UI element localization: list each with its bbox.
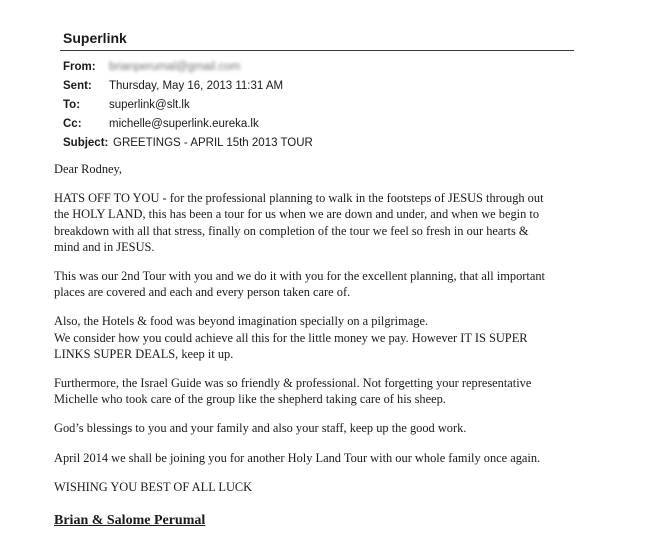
to-label: To: [63, 99, 81, 111]
paragraph-line: Furthermore, the Israel Guide was so friendly & professional. Not forgetting your representative [54, 376, 532, 391]
cc-value: michelle@superlink.eureka.lk [109, 118, 259, 130]
paragraph-line: We consider how you could achieve all this for the little money we pay. However IT IS SUPER [54, 330, 528, 345]
paragraph-line: LINKS SUPER DEALS, keep it up. [54, 346, 234, 361]
email-body [54, 161, 624, 529]
paragraph-line: Also, the Hotels & food was beyond imagination specially on a pilgrimage. [54, 314, 429, 329]
organization-name: Superlink [63, 30, 127, 46]
signature: Brian & Salome Perumal [54, 513, 206, 529]
paragraph-blessings [54, 420, 624, 436]
paragraph-line: HATS OFF TO YOU - for the professional planning to walk in the footsteps of JESUS through out [54, 191, 544, 206]
from-row [63, 58, 313, 77]
cc-label: Cc: [63, 118, 82, 130]
sent-label: Sent: [63, 80, 92, 92]
to-row [63, 96, 313, 115]
cc-row [63, 115, 313, 134]
paragraph-line: breakdown with all that stress, finally on completion of the tour we feel so fresh in our hearts & [54, 223, 529, 238]
paragraph-hotels [54, 313, 624, 362]
paragraph-line: God’s blessings to you and your family and also your staff, keep up the good work. [54, 421, 467, 436]
email-header [63, 58, 313, 153]
to-value: superlink@slt.lk [109, 99, 190, 111]
from-label: From: [63, 61, 96, 73]
subject-value: GREETINGS - APRIL 15th 2013 TOUR [113, 137, 313, 149]
paragraph-next-tour [54, 450, 624, 466]
paragraph-line: the HOLY LAND, this has been a tour for us when we are down and under, and when we begin to [54, 207, 540, 222]
subject-row [63, 134, 313, 153]
paragraph-guide [54, 375, 624, 407]
paragraph-second-tour [54, 268, 624, 300]
paragraph-line: April 2014 we shall be joining you for another Holy Land Tour with our whole family once again. [54, 450, 541, 465]
greeting: Dear Rodney, [54, 162, 123, 176]
from-value: brianperumal@gmail.com [109, 61, 241, 73]
paragraph-line: WISHING YOU BEST OF ALL LUCK [54, 479, 253, 494]
paragraph-line: Michelle who took care of the group like the shepherd taking care of his sheep. [54, 392, 446, 407]
header-divider [60, 50, 574, 51]
paragraph-line: This was our 2nd Tour with you and we do it with you for the excellent planning, that all important [54, 269, 545, 284]
subject-label: Subject: [63, 137, 109, 149]
sent-value: Thursday, May 16, 2013 11:31 AM [109, 80, 284, 92]
paragraph-wishes [54, 479, 624, 495]
paragraph-line: mind and in JESUS. [54, 239, 155, 254]
sent-row [63, 77, 313, 96]
paragraph-line: places are covered and each and every person taken care of. [54, 285, 351, 300]
paragraph-hats-off [54, 190, 624, 255]
